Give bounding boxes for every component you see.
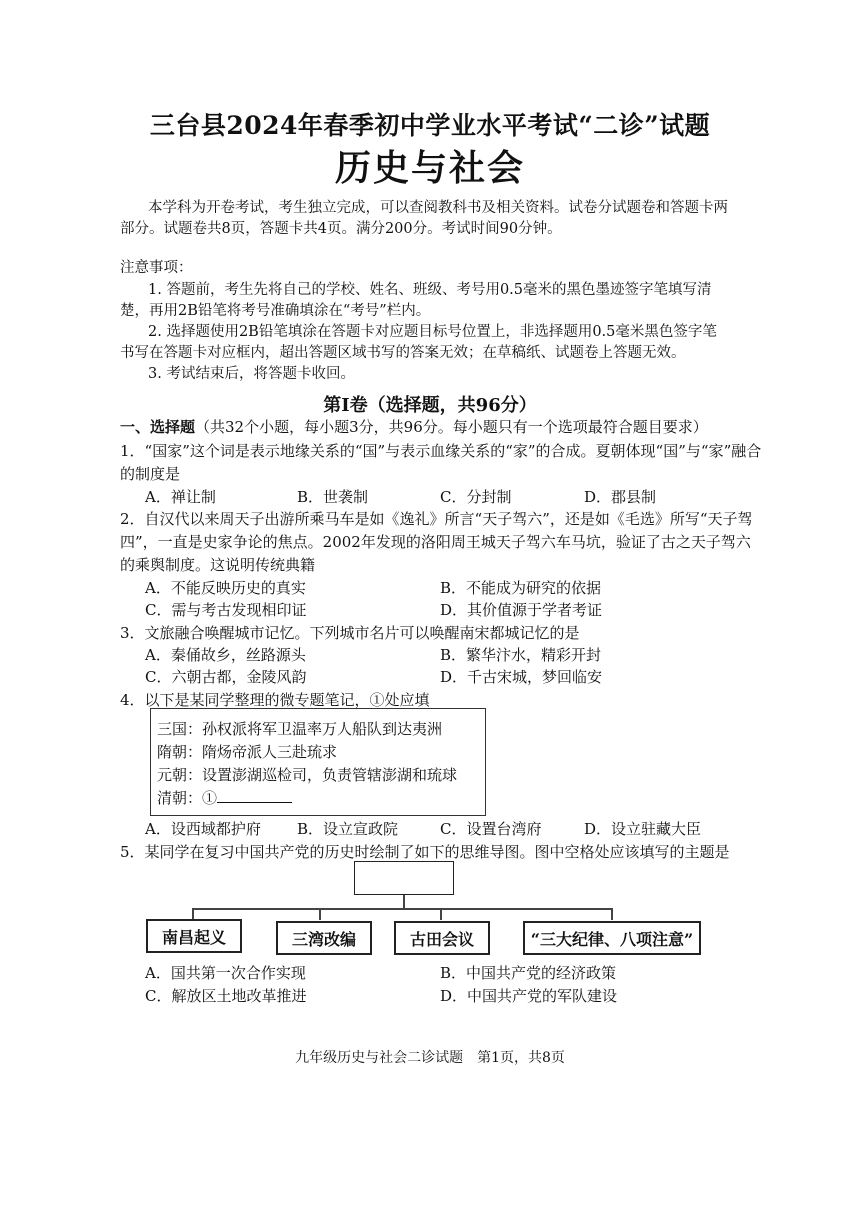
page-footer: 九年级历史与社会二诊试题 第1页，共8页 — [295, 1050, 565, 1066]
option-b[interactable]: B．不能成为研究的依据 — [440, 579, 602, 597]
mindmap-node: “三大纪律、八项注意” — [523, 921, 701, 955]
part-desc: （共32个小题，每小题3分，共96分。每小题只有一个选项最符合题目要求） — [195, 418, 708, 436]
intro-line-1: 本学科为开卷考试，考生独立完成，可以查阅教科书及相关资料。试卷分试题卷和答题卡两 — [148, 200, 728, 216]
mindmap-root-blank — [354, 861, 454, 895]
option-d[interactable]: D．千古宋城，梦回临安 — [440, 668, 603, 686]
option-a[interactable]: A．设西域都护府 — [145, 820, 261, 838]
option-a[interactable]: A．国共第一次合作实现 — [145, 964, 306, 982]
question-line: 3．文旅融合唤醒城市记忆。下列城市名片可以唤醒南宋都城记忆的是 — [120, 624, 580, 642]
question-line: 四”，一直是史家争论的焦点。2002年发现的洛阳周王城天子驾六车马坑，验证了古之天子驾六 — [120, 533, 751, 551]
option-c[interactable]: C．需与考古发现相印证 — [145, 601, 307, 619]
part-heading — [120, 416, 708, 438]
notes-heading: 注意事项： — [120, 260, 193, 276]
question-line: 5．某同学在复习中国共产党的历史时绘制了如下的思维导图。图中空格处应该填写的主题是 — [120, 843, 730, 861]
mindmap-connector — [440, 908, 442, 920]
question-line: 的乘舆制度。这说明传统典籍 — [120, 556, 316, 574]
part-label: 一、选择题 — [120, 418, 196, 436]
box-line-label: 清朝：① — [157, 789, 218, 807]
mindmap-node: 三湾改编 — [276, 921, 372, 955]
note-line: 1. 答题前，考生先将自己的学校、姓名、班级、考号用0.5毫米的黑色墨迹签字笔填写清 — [148, 282, 712, 298]
mindmap-connector — [611, 908, 613, 920]
option-c[interactable]: C．设置台湾府 — [440, 820, 542, 838]
option-b[interactable]: B．世袭制 — [297, 488, 369, 506]
note-line: 书写在答题卡对应框内，超出答题区域书写的答案无效；在草稿纸、试题卷上答题无效。 — [120, 345, 686, 361]
box-line: 隋朝：隋炀帝派人三赴琉求 — [157, 743, 338, 761]
question-line: 1．“国家”这个词是表示地缘关系的“国”与表示血缘关系的“家”的合成。夏朝体现“国”与“家”融合 — [120, 442, 762, 460]
option-a[interactable]: A．禅让制 — [145, 488, 216, 506]
notes-box — [150, 708, 486, 816]
box-line: 元朝：设置澎湖巡检司，负责管辖澎湖和琉球 — [157, 766, 458, 784]
exam-title: 三台县2024年春季初中学业水平考试“二诊”试题 — [149, 111, 711, 140]
mindmap-connector — [403, 895, 405, 909]
question-line: 4．以下是某同学整理的微专题笔记，①处应填 — [120, 691, 430, 709]
question-line: 2．自汉代以来周天子出游所乘马车是如《逸礼》所言“天子驾六”，还是如《毛选》所写“天子驾 — [120, 510, 753, 528]
box-line-blank — [157, 787, 292, 808]
mindmap-node: 南昌起义 — [146, 919, 242, 953]
option-a[interactable]: A．秦俑故乡，丝路源头 — [145, 646, 306, 664]
note-line: 2. 选择题使用2B铅笔填涂在答题卡对应题目标号位置上，非选择题用0.5毫米黑色签字笔 — [148, 324, 717, 340]
option-b[interactable]: B．中国共产党的经济政策 — [440, 964, 617, 982]
intro-line-2: 部分。试题卷共8页，答题卡共4页。满分200分。考试时间90分钟。 — [120, 221, 562, 237]
option-c[interactable]: C．解放区土地改革推进 — [145, 987, 307, 1005]
answer-blank — [217, 788, 292, 803]
note-line: 楚，再用2B铅笔将考号准确填涂在“考号”栏内。 — [120, 303, 431, 319]
option-d[interactable]: D．郡县制 — [584, 488, 657, 506]
mindmap-node: 古田会议 — [394, 921, 490, 955]
mindmap-connector — [319, 908, 321, 920]
option-c[interactable]: C．六朝古都，金陵风韵 — [145, 668, 307, 686]
note-line: 3. 考试结束后，将答题卡收回。 — [148, 366, 355, 382]
section-title: 第Ⅰ卷（选择题，共96分） — [323, 395, 537, 416]
mindmap-connector — [192, 908, 612, 910]
option-a[interactable]: A．不能反映历史的真实 — [145, 579, 306, 597]
option-b[interactable]: B．繁华汴水，精彩开封 — [440, 646, 602, 664]
option-c[interactable]: C．分封制 — [440, 488, 512, 506]
subject-title: 历史与社会 — [334, 147, 525, 189]
option-d[interactable]: D．设立驻藏大臣 — [584, 820, 702, 838]
option-d[interactable]: D．其价值源于学者考证 — [440, 601, 603, 619]
box-line: 三国：孙权派将军卫温率万人船队到达夷洲 — [157, 720, 443, 738]
option-b[interactable]: B．设立宣政院 — [297, 820, 399, 838]
option-d[interactable]: D．中国共产党的军队建设 — [440, 987, 618, 1005]
question-line: 的制度是 — [120, 465, 181, 483]
